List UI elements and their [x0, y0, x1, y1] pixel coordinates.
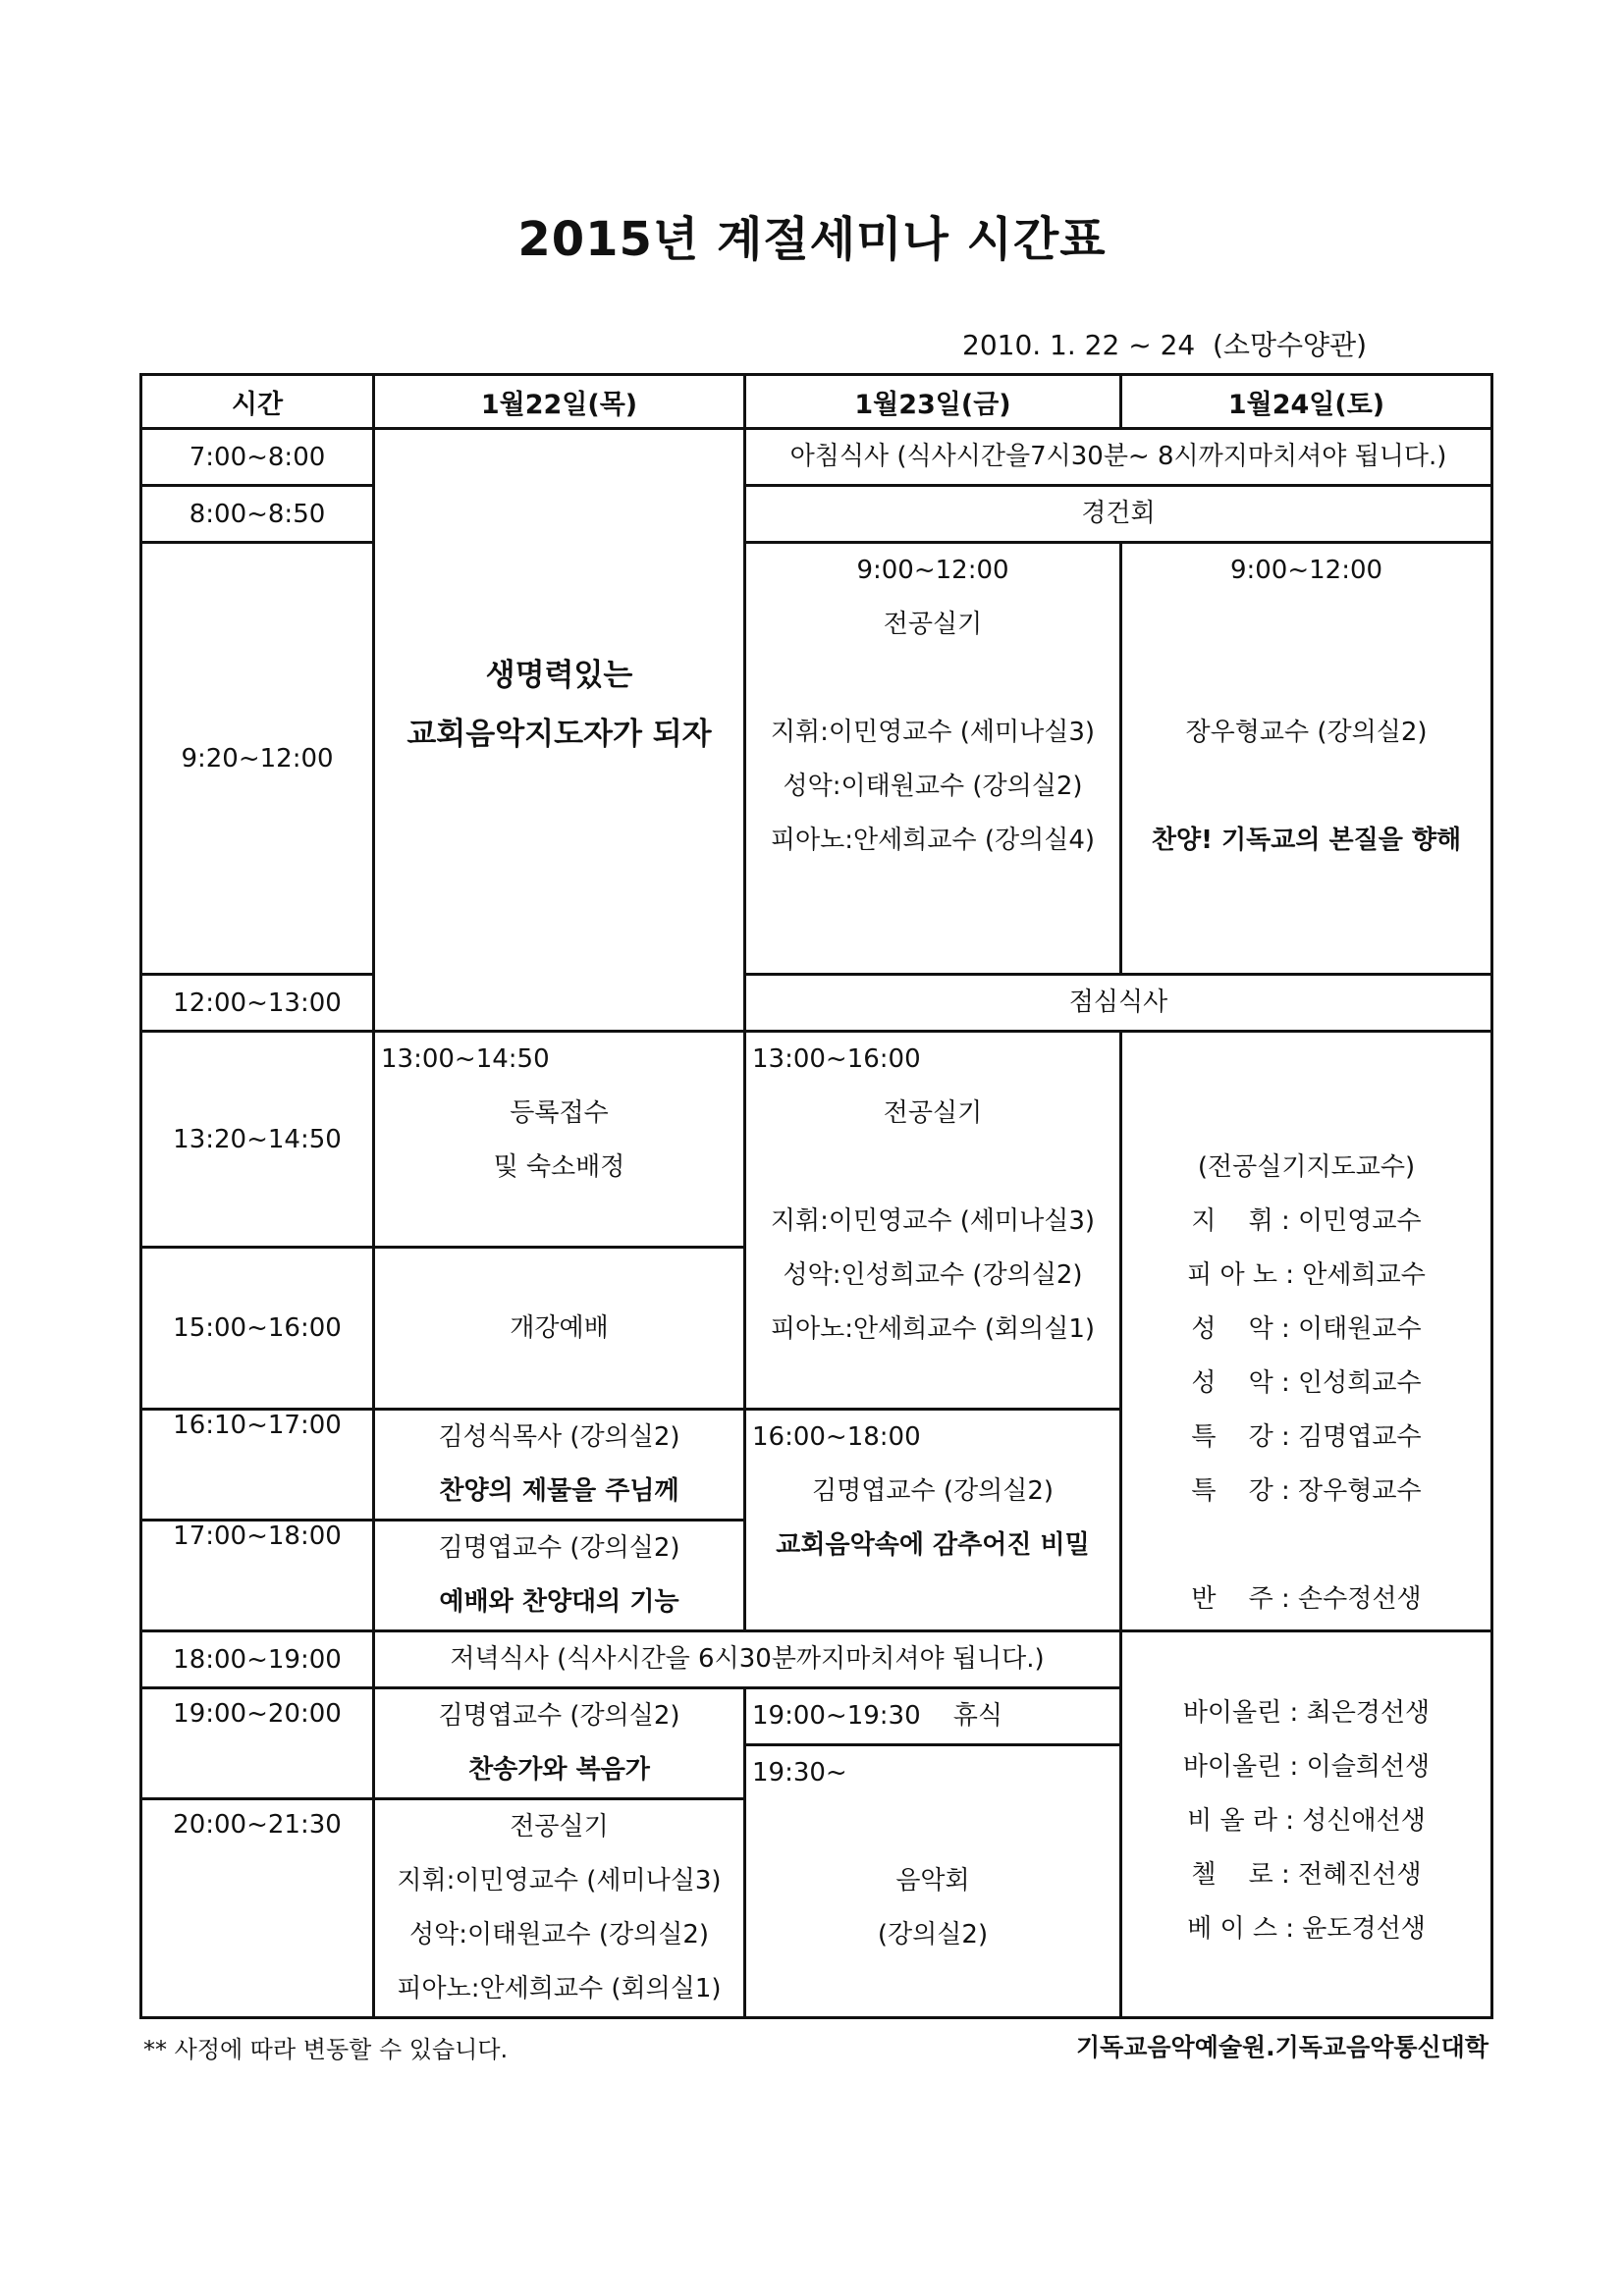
day2-afternoon-cell — [745, 1032, 1121, 1410]
lunch-cell: 점심식사 — [745, 975, 1492, 1032]
time-cell: 16:10~17:00 — [141, 1410, 374, 1521]
faculty-role: 특 강 — [1191, 1422, 1273, 1452]
session-topic: 찬양의 제물을 주님께 — [439, 1476, 679, 1506]
breakfast-cell: 아침식사 (식사시간을7시30분~ 8시까지마치셔야 됩니다.) — [745, 429, 1492, 486]
faculty-role: 성 악 — [1191, 1314, 1273, 1344]
faculty-title: (전공실기지도교수) — [1197, 1152, 1416, 1182]
time-cell: 7:00~8:00 — [141, 429, 374, 486]
concert-title: 음악회 — [895, 1866, 970, 1896]
session-speaker: 장우형교수 (강의실2) — [1185, 718, 1428, 747]
accompanist-name: 손수정선생 — [1298, 1584, 1422, 1614]
session-topic: 예배와 찬양대의 기능 — [439, 1587, 679, 1617]
session-speaker: 김성식목사 (강의실2) — [438, 1422, 680, 1452]
time-cell: 8:00~8:50 — [141, 486, 374, 543]
session-time: 19:30~ — [752, 1758, 847, 1788]
lecture1-cell — [374, 1410, 745, 1521]
session-line: 성악:이태원교수 (강의실2) — [783, 772, 1083, 801]
faculty-name: 인성희교수 — [1298, 1368, 1422, 1398]
day3-morning-cell — [1121, 543, 1492, 975]
devotion-cell: 경건회 — [745, 486, 1492, 543]
opening-service-cell: 개강예배 — [374, 1248, 745, 1410]
time-cell: 20:00~21:30 — [141, 1799, 374, 2018]
faculty-role: 피 아 노 — [1187, 1260, 1277, 1290]
header-row — [141, 375, 1492, 429]
session-time: 9:00~12:00 — [1229, 556, 1383, 585]
footnote: ** 사정에 따라 변동할 수 있습니다. — [143, 2036, 509, 2063]
header-time: 시간 — [141, 375, 374, 429]
concert-room: (강의실2) — [877, 1920, 989, 1949]
session-line: 지휘:이민영교수 (세미나실3) — [770, 1206, 1096, 1236]
strings-name: 성신애선생 — [1302, 1806, 1426, 1836]
strings-role: 베 이 스 — [1187, 1914, 1277, 1944]
time-cell: 18:00~19:00 — [141, 1631, 374, 1688]
faculty-role: 특 강 — [1191, 1476, 1273, 1506]
faculty-cell: (전공실기지도교수) 지 휘 : 이민영교수 피 아 노 : 안세희교수 성 악 : 이태원교수 성 악 : 인성희교수 특 강 : 김명엽교수 특 강 : 장우형교수 반 주 : 손수정선생 — [1121, 1032, 1492, 1631]
theme-line: 교회음악지도자가 되자 — [406, 717, 712, 752]
day1-theme-cell — [374, 429, 745, 1032]
strings-cell: 바이올린 : 최은경선생 바이올린 : 이슬희선생 비 올 라 : 성신애선생 첼 로 : 전혜진선생 베 이 스 : 윤도경선생 — [1121, 1631, 1492, 2018]
session-topic: 찬송가와 복음가 — [468, 1755, 650, 1785]
session-speaker: 김명엽교수 (강의실2) — [811, 1476, 1055, 1506]
day1-practice-cell — [374, 1799, 745, 2018]
session-time: 16:00~18:00 — [752, 1422, 921, 1452]
time-cell: 15:00~16:00 — [141, 1248, 374, 1410]
schedule-table — [139, 373, 1493, 2019]
accompanist-role: 반 주 — [1191, 1584, 1273, 1614]
dinner-cell: 저녁식사 (식사시간을 6시30분까지마치셔야 됩니다.) — [374, 1631, 1121, 1688]
faculty-name: 안세희교수 — [1302, 1260, 1426, 1290]
organization-name: 기독교음악예술원.기독교음악통신대학 — [1075, 2033, 1489, 2061]
faculty-name: 이태원교수 — [1298, 1314, 1422, 1344]
time-cell: 17:00~18:00 — [141, 1521, 374, 1631]
session-topic: 찬양! 기독교의 본질을 향해 — [1151, 826, 1462, 855]
faculty-name: 장우형교수 — [1298, 1476, 1422, 1506]
lecture3-cell — [374, 1688, 745, 1799]
session-time: 13:00~14:50 — [381, 1044, 550, 1074]
session-topic: 교회음악속에 감추어진 비밀 — [776, 1530, 1090, 1560]
faculty-name: 이민영교수 — [1298, 1206, 1422, 1236]
session-time: 13:00~16:00 — [752, 1044, 921, 1074]
time-cell: 19:00~20:00 — [141, 1688, 374, 1799]
strings-role: 바이올린 — [1182, 1698, 1282, 1728]
day2-morning-cell — [745, 543, 1121, 975]
strings-name: 이슬희선생 — [1306, 1752, 1431, 1782]
strings-name: 최은경선생 — [1306, 1698, 1431, 1728]
session-line: 피아노:안세희교수 (강의실4) — [770, 826, 1096, 855]
session-time: 9:00~12:00 — [856, 556, 1009, 585]
session-title: 전공실기 — [883, 610, 983, 639]
time-cell: 9:20~12:00 — [141, 543, 374, 975]
session-line: 등록접수 — [510, 1098, 609, 1128]
session-title: 전공실기 — [883, 1098, 983, 1128]
session-speaker: 김명엽교수 (강의실2) — [438, 1533, 680, 1563]
strings-name: 윤도경선생 — [1302, 1914, 1426, 1944]
time-cell: 12:00~13:00 — [141, 975, 374, 1032]
date-venue: 2010. 1. 22 ~ 24 (소망수양관) — [962, 329, 1368, 361]
session-line: 피아노:안세희교수 (회의실1) — [397, 1974, 722, 2003]
faculty-name: 김명엽교수 — [1298, 1422, 1422, 1452]
session-line: 성악:인성희교수 (강의실2) — [783, 1260, 1083, 1290]
faculty-role: 성 악 — [1191, 1368, 1273, 1398]
strings-name: 전혜진선생 — [1298, 1860, 1422, 1890]
header-day2: 1월23일(금) — [745, 375, 1121, 429]
concert-cell — [745, 1745, 1121, 2018]
day2-lecture-cell — [745, 1410, 1121, 1631]
strings-role: 첼 로 — [1191, 1860, 1273, 1890]
lecture2-cell — [374, 1521, 745, 1631]
faculty-role: 지 휘 — [1191, 1206, 1273, 1236]
session-speaker: 김명엽교수 (강의실2) — [438, 1701, 680, 1731]
session-line: 피아노:안세희교수 (회의실1) — [770, 1314, 1096, 1344]
theme-line: 생명력있는 — [485, 658, 633, 693]
header-day1: 1월22일(목) — [374, 375, 745, 429]
page-title: 2015년 계절세미나 시간표 — [517, 212, 1107, 267]
registration-cell — [374, 1032, 745, 1248]
rest-cell: 19:00~19:30 휴식 — [745, 1688, 1121, 1745]
time-cell: 13:20~14:50 — [141, 1032, 374, 1248]
session-line: 지휘:이민영교수 (세미나실3) — [770, 718, 1096, 747]
session-line: 및 숙소배정 — [493, 1152, 625, 1182]
header-day3: 1월24일(토) — [1121, 375, 1492, 429]
session-line: 성악:이태원교수 (강의실2) — [408, 1920, 709, 1949]
session-line: 지휘:이민영교수 (세미나실3) — [397, 1866, 722, 1896]
strings-role: 비 올 라 — [1187, 1806, 1277, 1836]
strings-role: 바이올린 — [1182, 1752, 1282, 1782]
session-title: 전공실기 — [510, 1812, 609, 1842]
